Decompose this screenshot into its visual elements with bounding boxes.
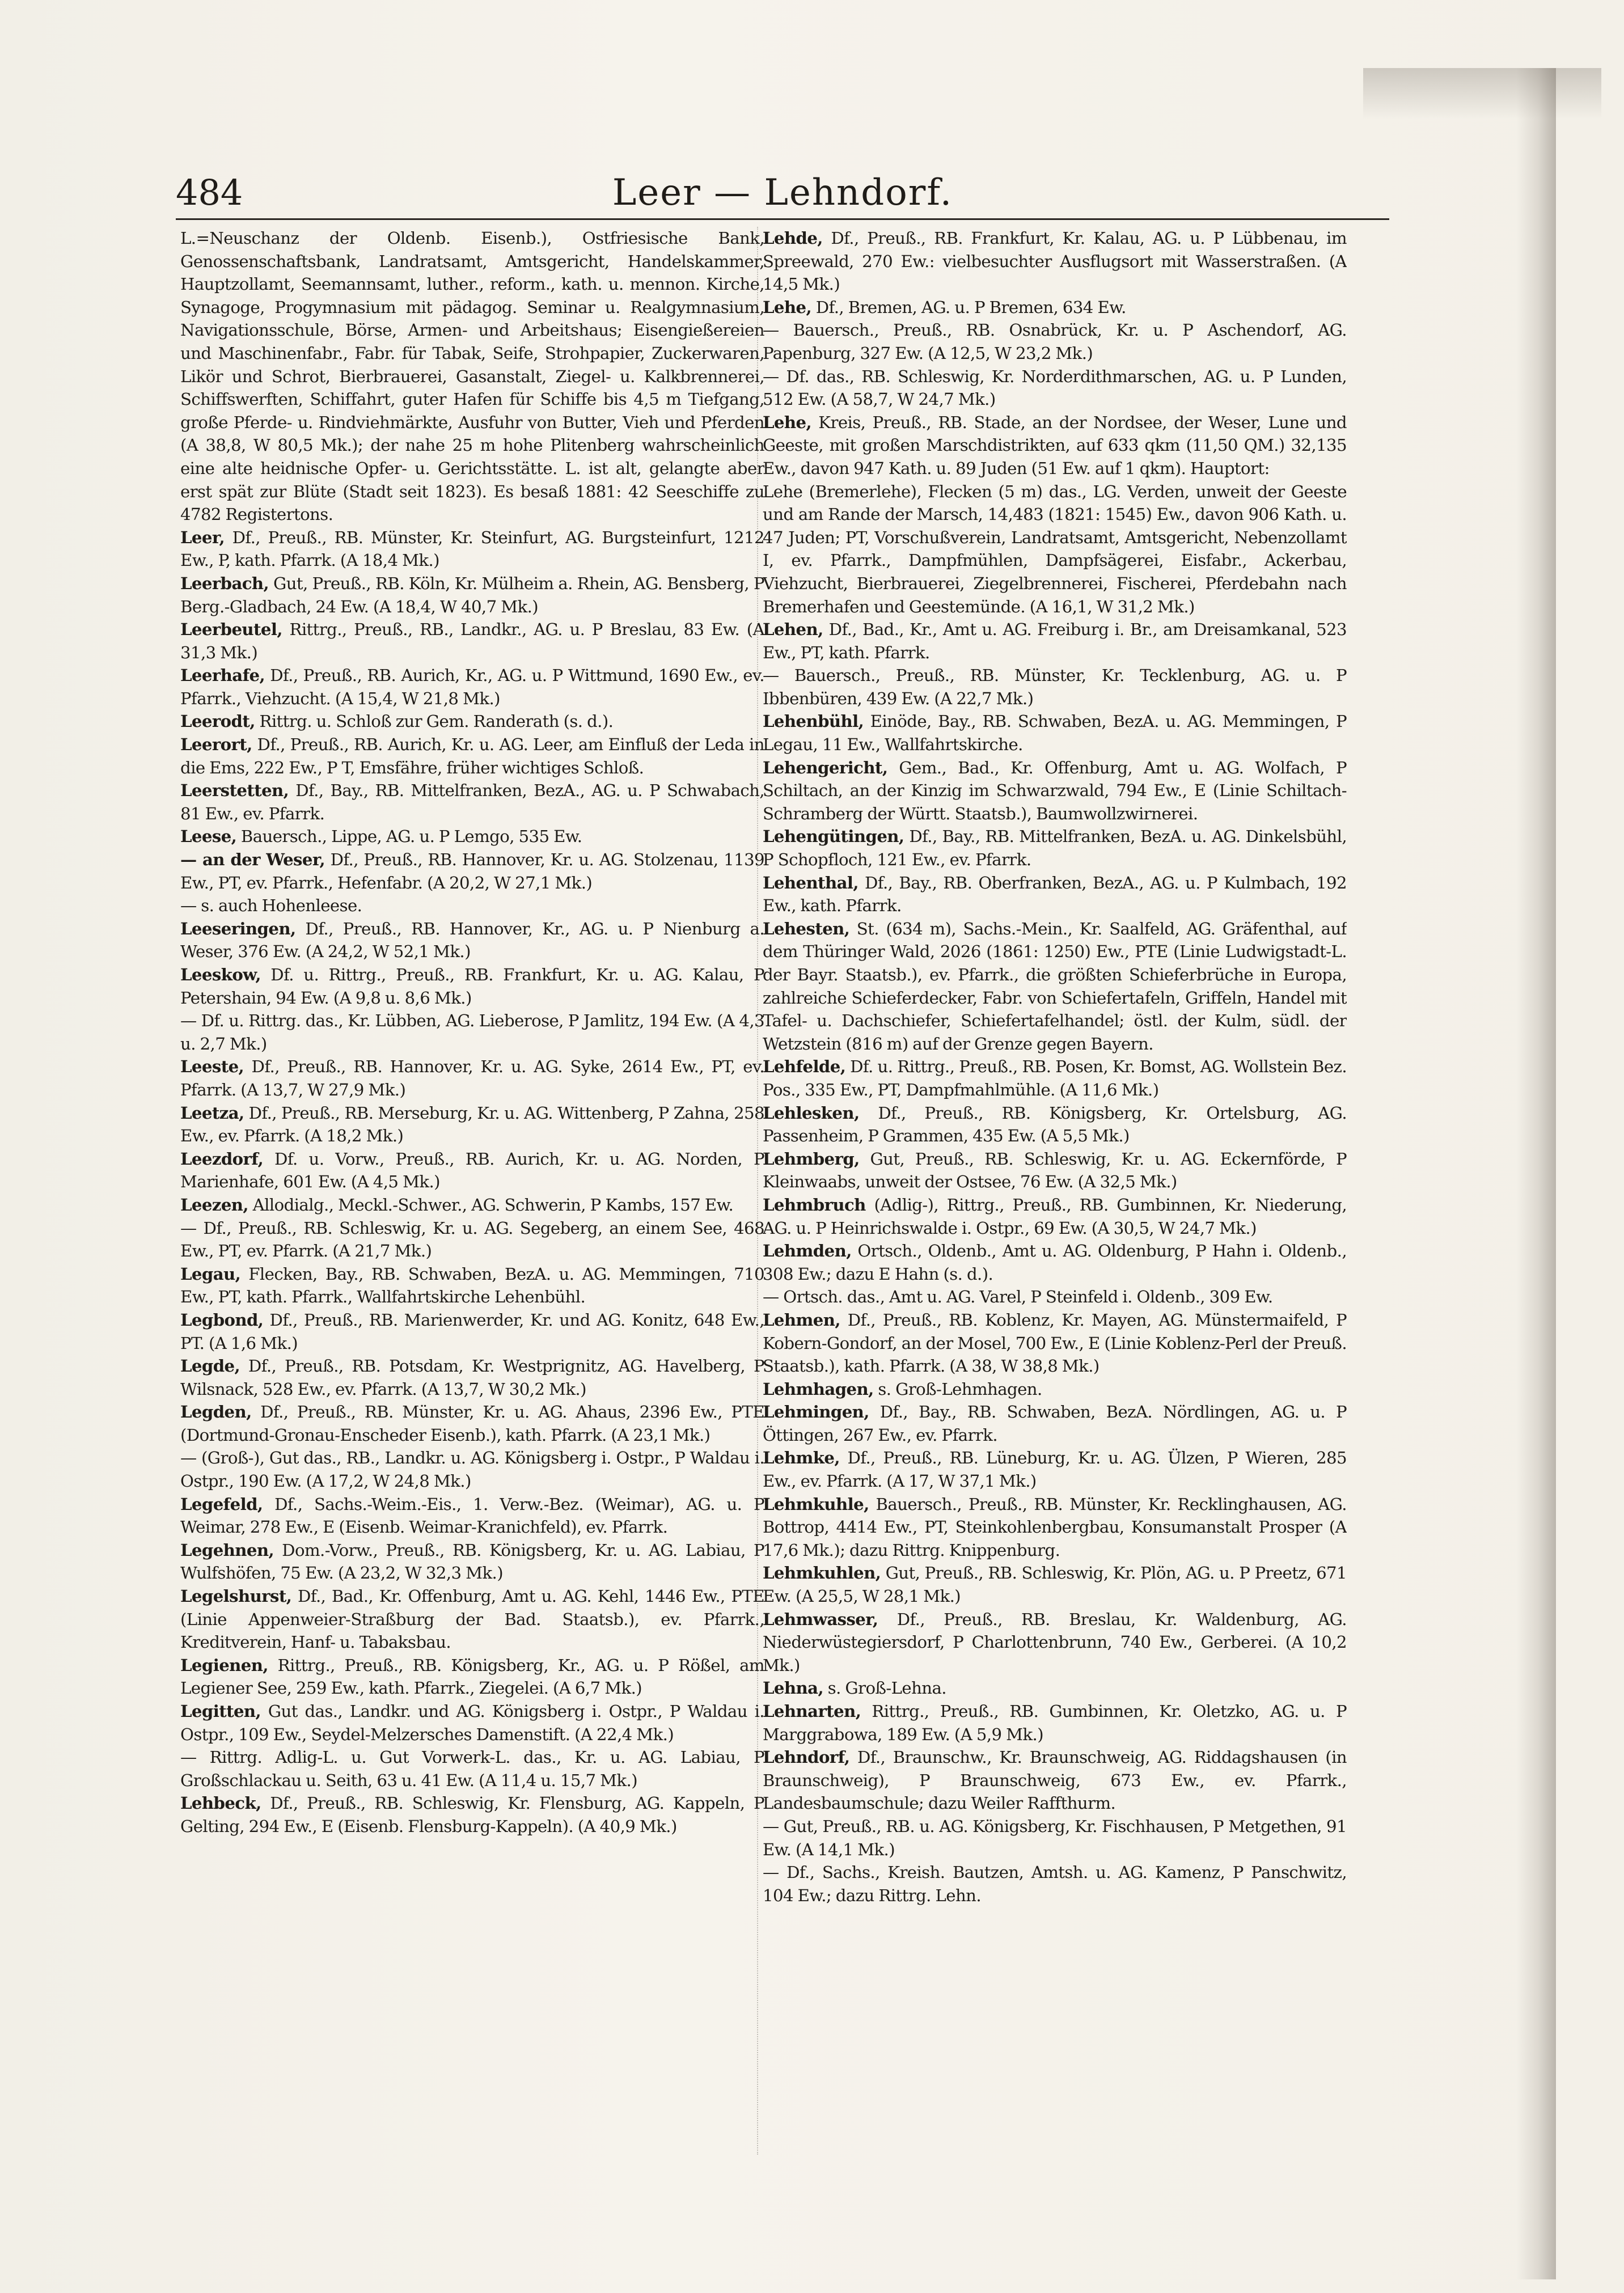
gazetteer-entry bbox=[763, 1746, 1347, 1815]
gazetteer-entry bbox=[180, 1792, 764, 1838]
gazetteer-entry bbox=[763, 1102, 1347, 1148]
entry-text: — Df., Sachs., Kreish. Bautzen, Amtsh. u. AG. Kamenz, P Panschwitz, 104 Ew.; dazu Rittrg. Lehn. bbox=[763, 1863, 1347, 1905]
entry-headword: Lehfelde, bbox=[763, 1057, 846, 1077]
gazetteer-entry bbox=[180, 1585, 764, 1654]
entry-text: — Rittrg. Adlig-L. u. Gut Vorwerk-L. das., Kr. u. AG. Labiau, P Großschlackau u. Seith, 63 u. 41 Ew. (A 11,4 u. 15,7 Mk.) bbox=[180, 1748, 764, 1790]
entry-headword: Lehmden, bbox=[763, 1241, 852, 1261]
entry-headword: Legehnen, bbox=[180, 1540, 274, 1560]
entry-text: Gut das., Landkr. und AG. Königsberg i. Ostpr., P Waldau i. Ostpr., 109 Ew., Seydel-Melzersches Damenstift. (A 22,4 Mk.) bbox=[180, 1702, 764, 1744]
entry-text: Df., Preuß., RB. Hannover, Kr. u. AG. Syke, 2614 Ew., PT, ev. Pfarrk. (A 13,7, W 27,9 Mk.) bbox=[180, 1057, 764, 1099]
gazetteer-entry bbox=[763, 1562, 1347, 1607]
entry-headword: Legden, bbox=[180, 1402, 252, 1422]
entry-headword: Leeskow, bbox=[180, 965, 261, 984]
gazetteer-entry bbox=[180, 779, 764, 825]
entry-text: Gut, Preuß., RB. Schleswig, Kr. Plön, AG. u. P Preetz, 671 Ew. (A 25,5, W 28,1 Mk.) bbox=[763, 1563, 1347, 1606]
entry-headword: Legbond, bbox=[180, 1310, 264, 1330]
entry-text: — Ortsch. das., Amt u. AG. Varel, P Steinfeld i. Oldenb., 309 Ew. bbox=[763, 1287, 1273, 1307]
entry-headword: Lehnarten, bbox=[763, 1702, 861, 1721]
entry-text: Ortsch., Oldenb., Amt u. AG. Oldenburg, P Hahn i. Oldenb., 308 Ew.; dazu E Hahn (s. d.). bbox=[763, 1241, 1347, 1284]
gazetteer-entry bbox=[180, 1446, 764, 1492]
entry-headword: Lehna, bbox=[763, 1678, 824, 1698]
entry-text: Df., Preuß., RB. Schleswig, Kr. Flensburg, AG. Kappeln, P Gelting, 294 Ew., E (Eisenb. Flensburg-Kappeln). (A 40,9 Mk.) bbox=[180, 1793, 764, 1836]
entry-text: Gut, Preuß., RB. Schleswig, Kr. u. AG. Eckernförde, P Kleinwaabs, unweit der Ostsee, 76 Ew. (A 32,5 Mk.) bbox=[763, 1149, 1347, 1192]
entry-headword: Leer, bbox=[180, 527, 225, 547]
page-header bbox=[176, 170, 1389, 215]
gazetteer-entry bbox=[763, 1815, 1347, 1861]
entry-text: Dom.-Vorw., Preuß., RB. Königsberg, Kr. u. AG. Labiau, P Wulfshöfen, 75 Ew. (A 23,2, W 32,3 Mk.) bbox=[180, 1540, 764, 1583]
entry-text: Df., Preuß., RB. Marienwerder, Kr. und AG. Konitz, 648 Ew., PT. (A 1,6 Mk.) bbox=[180, 1310, 764, 1353]
gazetteer-entry bbox=[180, 1148, 764, 1194]
entry-headword: Leezen, bbox=[180, 1195, 248, 1215]
running-title: Leer — Lehndorf. bbox=[612, 172, 953, 214]
entry-headword: Legitten, bbox=[180, 1702, 261, 1721]
entry-text: — Df., Preuß., RB. Schleswig, Kr. u. AG. Segeberg, an einem See, 468 Ew., PT, ev. Pfarrk. (A 21,7 Mk.) bbox=[180, 1218, 764, 1261]
gazetteer-entry bbox=[180, 1009, 764, 1055]
gazetteer-entry bbox=[180, 733, 764, 779]
entry-headword: Lehmberg, bbox=[763, 1149, 860, 1169]
gazetteer-entry bbox=[763, 664, 1347, 710]
entry-headword: Lehmkuhle, bbox=[763, 1494, 869, 1514]
entry-text: Df., Preuß., RB. Hannover, Kr. u. AG. Stolzenau, 1139 Ew., PT, ev. Pfarrk., Hefenfabr. (A 20,2, W 27,1 Mk.) bbox=[180, 850, 764, 892]
entry-text: Df., Preuß., RB. Königsberg, Kr. Ortelsburg, AG. Passenheim, P Grammen, 435 Ew. (A 5,5 Mk.) bbox=[763, 1103, 1347, 1146]
gazetteer-entry bbox=[763, 1285, 1347, 1309]
entry-text: Bauersch., Preuß., RB. Münster, Kr. Recklinghausen, AG. Bottrop, 4414 Ew., PT, Steinkohlenbergbau, Konsumanstalt Prosper (A 17,6 Mk.); dazu Rittrg. Knippenburg. bbox=[763, 1494, 1347, 1560]
entry-text: Df., Bay., RB. Oberfranken, BezA., AG. u. P Kulmbach, 192 Ew., kath. Pfarrk. bbox=[763, 873, 1347, 916]
entry-text: Kreis, Preuß., RB. Stade, an der Nordsee, der Weser, Lune und Geeste, mit großen Marschdistrikten, auf 633 qkm (11,50 QM.) 32,135 Ew., davon 947 Kath. u. 89 Juden (51 Ew. auf 1 qkm). Hauptort: bbox=[763, 412, 1347, 478]
entry-text: St. (634 m), Sachs.-Mein., Kr. Saalfeld, AG. Gräfenthal, auf dem Thüringer Wald, 2026 (1861: 1250) Ew., PTE (Linie Ludwigstadt-L. der Bayr. Staatsb.), ev. Pfarrk., die größten Schieferbrüche in Europa, zahlreiche Schieferdecker, Fabr. von Schiefertafeln, Griffeln, Handel mit Tafel- u. Dachschiefer, Schiefertafelhandel; östl. der Kulm, südl. der Wetzstein (816 m) auf der Grenze gegen Bayern. bbox=[763, 919, 1347, 1054]
gazetteer-entry bbox=[763, 871, 1347, 917]
entry-text: Df. u. Rittrg., Preuß., RB. Posen, Kr. Bomst, AG. Wollstein Bez. Pos., 335 Ew., PT, Dampfmahlmühle. (A 11,6 Mk.) bbox=[763, 1057, 1347, 1099]
gazetteer-entry bbox=[180, 894, 764, 917]
gazetteer-entry bbox=[763, 1194, 1347, 1239]
gazetteer-entry bbox=[763, 296, 1347, 319]
gazetteer-entry bbox=[180, 618, 764, 664]
entry-headword: Lehenthal, bbox=[763, 873, 858, 892]
entry-text: Df., Bay., RB. Mittelfranken, BezA. u. AG. Dinkelsbühl, P Schopfloch, 121 Ew., ev. Pfarrk. bbox=[763, 827, 1347, 870]
gazetteer-entry bbox=[763, 917, 1347, 1056]
gazetteer-entry bbox=[180, 1746, 764, 1792]
gazetteer-entry bbox=[180, 1700, 764, 1746]
entry-headword: Lehde, bbox=[763, 229, 823, 248]
page-number: 484 bbox=[176, 172, 243, 213]
entry-text: Df., Sachs.-Weim.-Eis., 1. Verw.-Bez. (Weimar), AG. u. P Weimar, 278 Ew., E (Eisenb. Weimar-Kranichfeld), ev. Pfarrk. bbox=[180, 1494, 764, 1537]
entry-text: Gut, Preuß., RB. Köln, Kr. Mülheim a. Rhein, AG. Bensberg, P Berg.-Gladbach, 24 Ew. (A 18,4, W 40,7 Mk.) bbox=[180, 573, 764, 616]
entry-text: — (Groß-), Gut das., RB., Landkr. u. AG. Königsberg i. Ostpr., P Waldau i. Ostpr., 190 Ew. (A 17,2, W 24,8 Mk.) bbox=[180, 1448, 764, 1491]
gazetteer-entry bbox=[763, 1493, 1347, 1562]
entry-text: Rittrg., Preuß., RB. Königsberg, Kr., AG. u. P Rößel, am Legiener See, 259 Ew., kath. Pfarrk., Ziegelei. (A 6,7 Mk.) bbox=[180, 1655, 764, 1698]
entry-text: Allodialg., Meckl.-Schwer., AG. Schwerin, P Kambs, 157 Ew. bbox=[248, 1195, 734, 1215]
gazetteer-entry bbox=[180, 1493, 764, 1539]
entry-headword: Lehen, bbox=[763, 620, 823, 640]
entry-headword: Legienen, bbox=[180, 1655, 268, 1675]
gazetteer-entry bbox=[763, 710, 1347, 756]
entry-headword: — an der Weser, bbox=[180, 850, 325, 870]
entry-headword: Leerhafe, bbox=[180, 666, 265, 686]
entry-text: Df., Bad., Kr., Amt u. AG. Freiburg i. Br., am Dreisamkanal, 523 Ew., PT, kath. Pfarrk. bbox=[763, 620, 1347, 662]
entry-text: Df. u. Vorw., Preuß., RB. Aurich, Kr. u. AG. Norden, P Marienhafe, 601 Ew. (A 4,5 Mk.) bbox=[180, 1149, 764, 1192]
entry-headword: Lehengericht, bbox=[763, 758, 888, 777]
entry-headword: Leese, bbox=[180, 827, 237, 847]
entry-text: L.=Neuschanz der Oldenb. Eisenb.), Ostfriesische Bank, Genossenschaftsbank, Landratsamt, Amtsgericht, Handelskammer, Hauptzollamt, Seemannsamt, luther., reform., kath. u. mennon. Kirche, Synagoge, Progymnasium mit pädagog. Seminar u. Realgymnasium, Navigationsschule, Börse, Armen- und Arbeitshaus; Eisengießereien und Maschinenfabr., Fabr. für Tabak, Seife, Strohpapier, Zuckerwaren, Likör und Schrot, Bierbrauerei, Gasanstalt, Ziegel- u. Kalkbrennerei, Schiffswerften, Schiffahrt, guter Hafen für Schiffe bis 4,5 m Tiefgang, große Pferde- u. Rindviehmärkte, Ausfuhr von Butter, Vieh und Pferden (A 38,8, W 80,5 Mk.); der nahe 25 m hohe Plitenberg wahrscheinlich eine alte heidnische Opfer- u. Gerichtsstätte. L. ist alt, gelangte aber erst spät zur Blüte (Stadt seit 1823). Es besaß 1881: 42 Seeschiffe zu 4782 Registertons. bbox=[180, 229, 764, 524]
entry-headword: Lehlesken, bbox=[763, 1103, 860, 1123]
entry-text: Df., Bay., RB. Schwaben, BezA. Nördlingen, AG. u. P Öttingen, 267 Ew., ev. Pfarrk. bbox=[763, 1402, 1347, 1445]
gazetteer-entry bbox=[763, 1677, 1347, 1700]
entry-text: — Df. u. Rittrg. das., Kr. Lübben, AG. Lieberose, P Jamlitz, 194 Ew. (A 4,3 u. 2,7 Mk.) bbox=[180, 1011, 764, 1054]
entry-text: Df., Preuß., RB. Lüneburg, Kr. u. AG. Ülzen, P Wieren, 285 Ew., ev. Pfarrk. (A 17, W 37,1 Mk.) bbox=[763, 1448, 1347, 1491]
entry-text: — Df. das., RB. Schleswig, Kr. Norderdithmarschen, AG. u. P Lunden, 512 Ew. (A 58,7, W 24,7 Mk.) bbox=[763, 366, 1347, 409]
entry-text: Df., Bay., RB. Mittelfranken, BezA., AG. u. P Schwabach, 81 Ew., ev. Pfarrk. bbox=[180, 781, 764, 823]
entry-text: Df., Bremen, AG. u. P Bremen, 634 Ew. bbox=[811, 297, 1126, 317]
gazetteer-entry bbox=[763, 1378, 1347, 1401]
entry-headword: Lehengütingen, bbox=[763, 827, 904, 847]
entry-text: Gem., Bad., Kr. Offenburg, Amt u. AG. Wolfach, P Schiltach, an der Kinzig im Schwarzwald, 794 Ew., E (Linie Schiltach-Schramberg der Württ. Staatsb.), Baumwollzwirnerei. bbox=[763, 758, 1347, 823]
gazetteer-entry bbox=[763, 480, 1347, 619]
entry-headword: Lehmke, bbox=[763, 1448, 840, 1468]
entry-headword: Leerbeutel, bbox=[180, 620, 282, 640]
entry-text: Df., Preuß., RB. Aurich, Kr. u. AG. Leer, am Einfluß der Leda in die Ems, 222 Ew., P T, Emsfähre, früher wichtiges Schloß. bbox=[180, 735, 764, 777]
entry-headword: Leezdorf, bbox=[180, 1149, 264, 1169]
gazetteer-entry bbox=[180, 848, 764, 894]
gazetteer-entry bbox=[763, 825, 1347, 871]
entry-headword: Legelshurst, bbox=[180, 1587, 292, 1606]
entry-text: Df., Preuß., RB. Merseburg, Kr. u. AG. Wittenberg, P Zahna, 258 Ew., ev. Pfarrk. (A 18,2 Mk.) bbox=[180, 1103, 764, 1146]
gazetteer-entry bbox=[180, 572, 764, 618]
gazetteer-entry bbox=[763, 618, 1347, 664]
gazetteer-entry bbox=[180, 1654, 764, 1700]
entry-text: Df., Bad., Kr. Offenburg, Amt u. AG. Kehl, 1446 Ew., PTE (Linie Appenweier-Straßburg der Bad. Staatsb.), ev. Pfarrk., Kreditverein, Hanf- u. Tabaksbau. bbox=[180, 1587, 764, 1652]
entry-text: Bauersch., Lippe, AG. u. P Lemgo, 535 Ew. bbox=[236, 827, 582, 847]
gazetteer-entry bbox=[763, 1700, 1347, 1746]
gazetteer-entry bbox=[180, 917, 764, 963]
gazetteer-entry bbox=[180, 664, 764, 710]
entry-text: Df., Preuß., RB. Aurich, Kr., AG. u. P Wittmund, 1690 Ew., ev. Pfarrk., Viehzucht. (A 15,4, W 21,8 Mk.) bbox=[180, 666, 764, 708]
gazetteer-entry bbox=[180, 1194, 764, 1217]
column-divider bbox=[757, 227, 759, 2155]
entry-headword: Leerbach, bbox=[180, 573, 269, 593]
entry-text: Df., Preuß., RB. Koblenz, Kr. Mayen, AG. Münstermaifeld, P Kobern-Gondorf, an der Mosel, 700 Ew., E (Linie Koblenz-Perl der Preuß. Staatsb.), kath. Pfarrk. (A 38, W 38,8 Mk.) bbox=[763, 1310, 1347, 1376]
entry-text: Df., Preuß., RB. Potsdam, Kr. Westprignitz, AG. Havelberg, P Wilsnack, 528 Ew., ev. Pfarrk. (A 13,7, W 30,2 Mk.) bbox=[180, 1356, 764, 1399]
entry-headword: Lehe, bbox=[763, 297, 812, 317]
gazetteer-entry bbox=[763, 411, 1347, 480]
gazetteer-entry bbox=[180, 1263, 764, 1309]
entry-headword: Leetza, bbox=[180, 1103, 244, 1123]
gazetteer-entry bbox=[180, 1309, 764, 1355]
gazetteer-entry bbox=[763, 1608, 1347, 1677]
gazetteer-entry bbox=[180, 710, 764, 733]
entry-text: Df., Preuß., RB. Breslau, Kr. Waldenburg, AG. Niederwüstegiersdorf, P Charlottenbrunn, 740 Ew., Gerberei. (A 10,2 Mk.) bbox=[763, 1609, 1347, 1675]
entry-headword: Lehmwasser, bbox=[763, 1609, 878, 1629]
header-rule bbox=[176, 218, 1389, 220]
entry-headword: Legde, bbox=[180, 1356, 240, 1376]
entry-text: Df., Preuß., RB. Münster, Kr. Steinfurt, AG. Burgsteinfurt, 1212 Ew., P, kath. Pfarrk. (A 18,4 Mk.) bbox=[180, 527, 764, 570]
entry-text: Df. u. Rittrg., Preuß., RB. Frankfurt, Kr. u. AG. Kalau, P Petershain, 94 Ew. (A 9,8 u. 8,6 Mk.) bbox=[180, 965, 764, 1008]
gazetteer-entry bbox=[180, 227, 764, 526]
gazetteer-entry bbox=[763, 1148, 1347, 1194]
entry-headword: Leerstetten, bbox=[180, 781, 289, 801]
gazetteer-entry bbox=[763, 227, 1347, 296]
entry-text: Rittrg., Preuß., RB. Gumbinnen, Kr. Oletzko, AG. u. P Marggrabowa, 189 Ew. (A 5,9 Mk.) bbox=[763, 1702, 1347, 1744]
entry-text: Df., Preuß., RB. Hannover, Kr., AG. u. P Nienburg a. Weser, 376 Ew. (A 24,2, W 52,1 Mk.) bbox=[180, 919, 764, 962]
entry-text: — Gut, Preuß., RB. u. AG. Königsberg, Kr. Fischhausen, P Metgethen, 91 Ew. (A 14,1 Mk.) bbox=[763, 1816, 1347, 1859]
entry-text: Rittrg., Preuß., RB., Landkr., AG. u. P Breslau, 83 Ew. (A 31,3 Mk.) bbox=[180, 620, 764, 662]
gazetteer-entry bbox=[763, 1401, 1347, 1446]
gazetteer-entry bbox=[763, 365, 1347, 411]
gazetteer-entry bbox=[180, 1102, 764, 1148]
entry-text: s. Groß-Lehna. bbox=[823, 1678, 946, 1698]
entry-headword: Lehe, bbox=[763, 412, 812, 432]
page-edge-shadow bbox=[1516, 68, 1556, 2279]
entry-text: Df., Preuß., RB. Münster, Kr. u. AG. Ahaus, 2396 Ew., PTE (Dortmund-Gronau-Enscheder Eisenb.), kath. Pfarrk. (A 23,1 Mk.) bbox=[180, 1402, 764, 1445]
entry-headword: Lehmen, bbox=[763, 1310, 840, 1330]
entry-headword: Leerodt, bbox=[180, 712, 255, 731]
entry-headword: Legefeld, bbox=[180, 1494, 263, 1514]
gazetteer-entry bbox=[180, 963, 764, 1009]
entry-text: — Bauersch., Preuß., RB. Münster, Kr. Tecklenburg, AG. u. P Ibbenbüren, 439 Ew. (A 22,7 Mk.) bbox=[763, 666, 1347, 708]
entry-text: Flecken, Bay., RB. Schwaben, BezA. u. AG. Memmingen, 710 Ew., PT, kath. Pfarrk., Wallfahrtskirche Lehenbühl. bbox=[180, 1264, 764, 1307]
entry-text: Rittrg. u. Schloß zur Gem. Randerath (s. d.). bbox=[255, 712, 614, 731]
entry-headword: Lehmhagen, bbox=[763, 1379, 874, 1399]
entry-text: — Bauersch., Preuß., RB. Osnabrück, Kr. u. P Aschendorf, AG. Papenburg, 327 Ew. (A 12,5, W 23,2 Mk.) bbox=[763, 320, 1347, 363]
entry-headword: Lehesten, bbox=[763, 919, 850, 938]
gazetteer-entry bbox=[180, 1355, 764, 1401]
entry-headword: Leerort, bbox=[180, 735, 252, 755]
entry-headword: Lehndorf, bbox=[763, 1748, 850, 1767]
entry-headword: Legau, bbox=[180, 1264, 241, 1284]
entry-text: Df., Preuß., RB. Frankfurt, Kr. Kalau, AG. u. P Lübbenau, im Spreewald, 270 Ew.: vielbesuchter Ausflugsort mit Wasserstraßen. (A 14,5 Mk.) bbox=[763, 229, 1347, 294]
gazetteer-entry bbox=[763, 1309, 1347, 1378]
gazetteer-entry bbox=[180, 1539, 764, 1585]
entry-text: (Adlig-), Rittrg., Preuß., RB. Gumbinnen, Kr. Niederung, AG. u. P Heinrichswalde i. Ostpr., 69 Ew. (A 30,5, W 24,7 Mk.) bbox=[763, 1195, 1347, 1238]
entry-text: Df., Braunschw., Kr. Braunschweig, AG. Riddagshausen (in Braunschweig), P Braunschweig, 673 Ew., ev. Pfarrk., Landesbaumschule; dazu Weiler Raffthurm. bbox=[763, 1748, 1347, 1813]
entry-text: Lehe (Bremerlehe), Flecken (5 m) das., LG. Verden, unweit der Geeste und am Rande der Marsch, 14,483 (1821: 1545) Ew., davon 906 Kath. u. 47 Juden; PT, Vorschußverein, Landratsamt, Amtsgericht, Nebenzollamt I, ev. Pfarrk., Dampfmühlen, Dampfsägerei, Eisfabr., Ackerbau, Viehzucht, Bierbrauerei, Ziegelbrennerei, Fischerei, Pferdebahn nach Bremerhafen und Geestemünde. (A 16,1, W 31,2 Mk.) bbox=[763, 481, 1347, 616]
entry-headword: Lehbeck, bbox=[180, 1793, 261, 1813]
right-column bbox=[763, 227, 1347, 2245]
entry-headword: Leeste, bbox=[180, 1057, 244, 1077]
gazetteer-entry bbox=[763, 1239, 1347, 1285]
left-column bbox=[180, 227, 764, 2245]
page-corner-shadow bbox=[1363, 68, 1601, 119]
gazetteer-entry bbox=[763, 1861, 1347, 1907]
entry-headword: Lehmkuhlen, bbox=[763, 1563, 881, 1583]
gazetteer-entry bbox=[763, 756, 1347, 826]
entry-headword: Leeseringen, bbox=[180, 919, 296, 938]
gazetteer-entry bbox=[763, 1055, 1347, 1101]
gazetteer-entry bbox=[180, 1055, 764, 1101]
gazetteer-entry bbox=[180, 1217, 764, 1263]
entry-text: Einöde, Bay., RB. Schwaben, BezA. u. AG. Memmingen, P Legau, 11 Ew., Wallfahrtskirche. bbox=[763, 712, 1347, 755]
gazetteer-entry bbox=[180, 526, 764, 572]
entry-text: — s. auch Hohenleese. bbox=[180, 896, 362, 916]
entry-headword: Lehmbruch bbox=[763, 1195, 866, 1215]
entry-headword: Lehmingen, bbox=[763, 1402, 869, 1422]
gazetteer-entry bbox=[763, 1446, 1347, 1492]
gazetteer-entry bbox=[180, 825, 764, 848]
gazetteer-entry bbox=[180, 1401, 764, 1446]
entry-text: s. Groß-Lehmhagen. bbox=[873, 1379, 1042, 1399]
gazetteer-entry bbox=[763, 319, 1347, 365]
entry-headword: Lehenbühl, bbox=[763, 712, 864, 731]
